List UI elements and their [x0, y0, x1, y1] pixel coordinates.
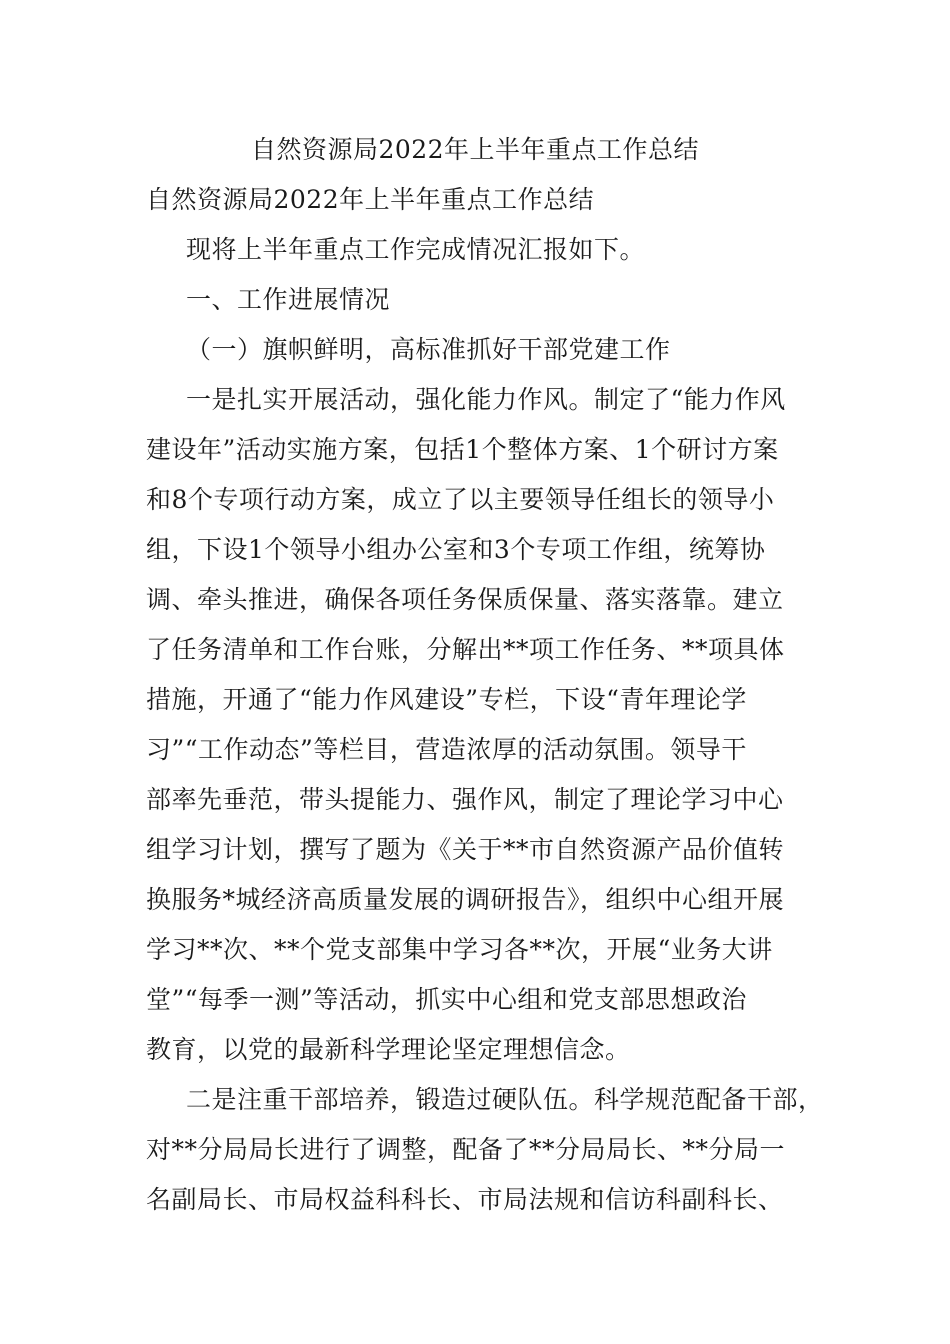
paragraph-line: 学习**次、**个党支部集中学习各**次，开展“业务大讲	[146, 935, 773, 964]
paragraph-line: 了任务清单和工作台账，分解出**项工作任务、**项具体	[146, 635, 785, 664]
paragraph-line: 和8个专项行动方案，成立了以主要领导任组长的领导小	[146, 485, 775, 514]
paragraph-line: 名副局长、市局权益科科长、市局法规和信访科副科长、	[146, 1185, 784, 1214]
paragraph-line: 换服务*城经济高质量发展的调研报告》，组织中心组开展	[146, 885, 785, 914]
paragraph-line: 一是扎实开展活动，强化能力作风。制定了“能力作风	[186, 385, 786, 414]
section-heading: 一、工作进展情况	[186, 285, 391, 314]
paragraph-line: 措施，开通了“能力作风建设”专栏，下设“青年理论学	[146, 685, 747, 714]
paragraph-line: 调、牵头推进，确保各项任务保质保量、落实落靠。建立	[146, 585, 784, 614]
paragraph-line: 组学习计划，撰写了题为《关于**市自然资源产品价值转	[146, 835, 785, 864]
document-subtitle: 自然资源局2022年上半年重点工作总结	[146, 185, 595, 214]
paragraph-line: 二是注重干部培养，锻造过硬队伍。科学规范配备干部，	[186, 1085, 824, 1114]
paragraph-line: 习”“工作动态”等栏目，营造浓厚的活动氛围。领导干	[146, 735, 747, 764]
document-title: 自然资源局2022年上半年重点工作总结	[250, 135, 700, 164]
intro-text: 现将上半年重点工作完成情况汇报如下。	[186, 235, 646, 264]
paragraph-line: 堂”“每季一测”等活动，抓实中心组和党支部思想政治	[146, 985, 747, 1014]
paragraph-line: 部率先垂范，带头提能力、强作风，制定了理论学习中心	[146, 785, 784, 814]
paragraph-line: 组，下设1个领导小组办公室和3个专项工作组，统筹协	[146, 535, 766, 564]
subsection-heading: （一）旗帜鲜明，高标准抓好干部党建工作	[186, 335, 671, 364]
paragraph-line: 建设年”活动实施方案，包括1个整体方案、1个研讨方案	[146, 435, 779, 464]
paragraph-line: 教育，以党的最新科学理论坚定理想信念。	[146, 1035, 631, 1064]
paragraph-line: 对**分局局长进行了调整，配备了**分局局长、**分局一	[146, 1135, 786, 1164]
